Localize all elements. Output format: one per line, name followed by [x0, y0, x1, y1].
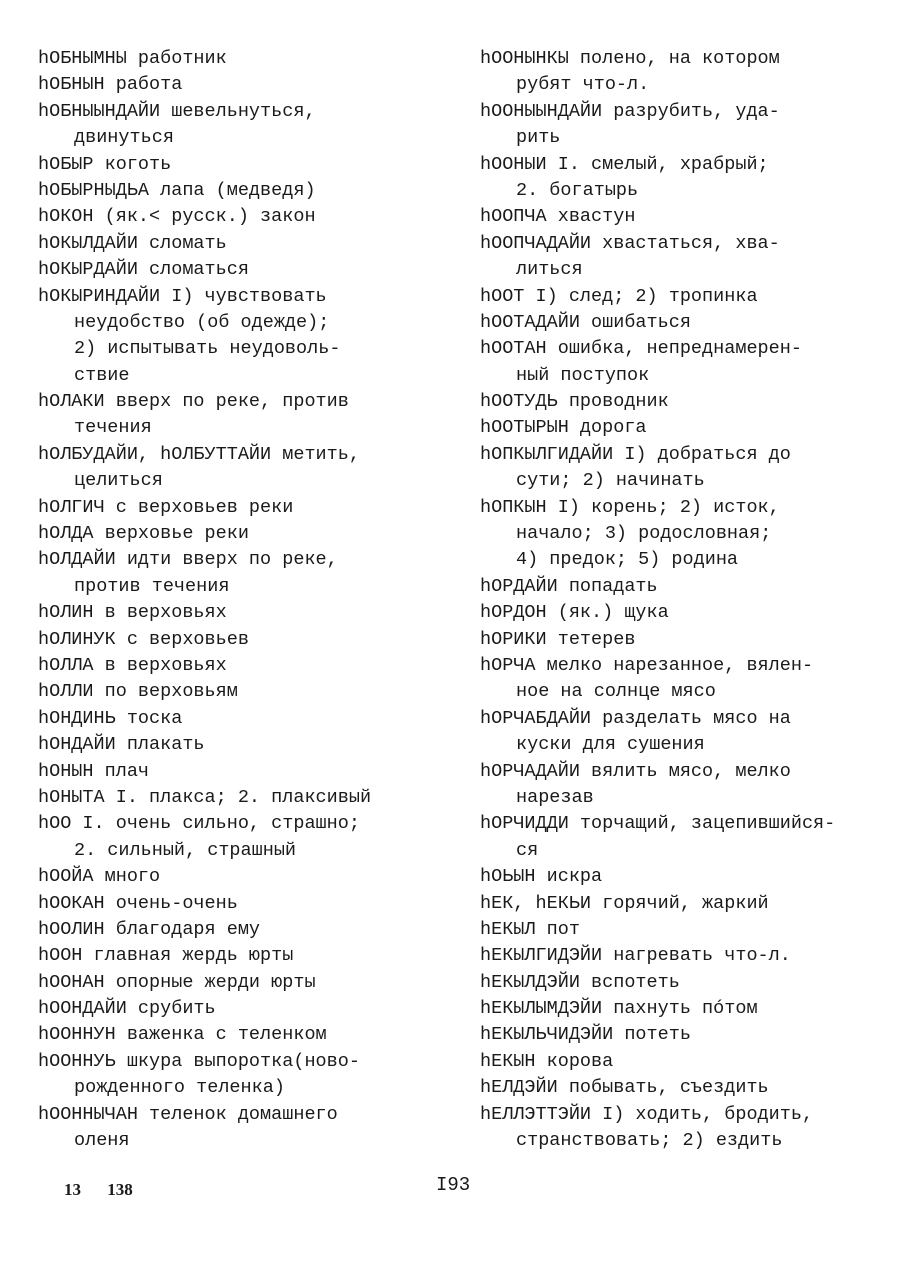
entry-continuation-line: сути; 2) начинать — [516, 470, 705, 492]
dictionary-entry-line: hОКЫРДАЙИ сломаться — [38, 259, 249, 281]
dictionary-entry-line: hООТЫРЫН дорога — [480, 417, 647, 439]
dictionary-entry-line: hООПЧА хвастун — [480, 206, 636, 228]
entry-continuation-line: оленя — [74, 1130, 130, 1152]
entry-continuation-line: неудобство (об одежде); — [74, 311, 330, 333]
dictionary-entry-line: hОКОН (як.< русск.) закон — [38, 206, 316, 228]
entry-continuation-line: 4) предок; 5) родина — [516, 549, 739, 571]
entry-continuation-line: 2) испытывать неудоволь- — [74, 338, 341, 360]
dictionary-entry-line: hООН главная жердь юрты — [38, 945, 294, 967]
entry-continuation-line: рубят что-л. — [516, 74, 650, 96]
page-number: I93 — [436, 1174, 471, 1196]
dictionary-entry-line: hОЛДА верховье реки — [38, 523, 249, 545]
dictionary-entry-line: hОРДОН (як.) щука — [480, 602, 669, 624]
dictionary-entry-line: hОРЧИДДИ торчащий, зацепившийся- — [480, 813, 836, 835]
dictionary-entry-line: hООНАН опорные жерди юрты — [38, 971, 316, 993]
dictionary-entry-line: hЕКЫЛЫМДЭЙИ пахнуть пóтом — [480, 998, 758, 1020]
entry-continuation-line: 2. сильный, страшный — [74, 839, 297, 861]
dictionary-entry-line: hООЛИН благодаря ему — [38, 918, 261, 940]
dictionary-entry-line: hОКЫЛДАЙИ сломать — [38, 232, 227, 254]
dictionary-entry-line: hОНДАЙИ плакать — [38, 734, 205, 756]
entry-continuation-line: против течения — [74, 575, 230, 597]
left-column — [38, 46, 458, 1154]
dictionary-entry-line: hООТ I) след; 2) тропинка — [480, 285, 758, 307]
dictionary-entry-line: hЕКЫЛГИДЭЙИ нагревать что-л. — [480, 945, 791, 967]
dictionary-entry-line: hОРЧА мелко нарезанное, вялен- — [480, 654, 814, 676]
dictionary-entry-line: hОЛБУДАЙИ, hОЛБУТТАЙИ метить, — [38, 443, 360, 465]
dictionary-entry-line: hОКЫРИНДАЙИ I) чувствовать — [38, 285, 327, 307]
entry-continuation-line: ся — [516, 839, 539, 861]
dictionary-entry-line: hООПЧАДАЙИ хвастаться, хва- — [480, 232, 780, 254]
dictionary-entry-line: hООНЫНКЫ полено, на котором — [480, 48, 780, 69]
dictionary-entry-line: hЕЛДЭЙИ побывать, съездить — [480, 1077, 769, 1099]
dictionary-entry-line: hООТАН ошибка, непреднамерен- — [480, 338, 802, 360]
entry-continuation-line: целиться — [74, 470, 163, 492]
dictionary-entry-line: hОЛЛИ по верховьям — [38, 681, 238, 703]
dictionary-entry-line: hОБНЫН работа — [38, 74, 183, 96]
dictionary-entry-line: hОЛИН в верховьях — [38, 602, 227, 624]
dictionary-entry-line: hООННЫЧАН теленок домашнего — [38, 1103, 338, 1125]
dictionary-entry-line: hОНДИНЬ тоска — [38, 707, 183, 729]
dictionary-entry-line: hОПКЫН I) корень; 2) исток, — [480, 496, 780, 518]
dictionary-entry-line: hОБНЫЫНДАЙИ шевельнуться, — [38, 100, 316, 122]
dictionary-entry-line: hОЛДАЙИ идти вверх по реке, — [38, 549, 338, 571]
entry-continuation-line: начало; 3) родословная; — [516, 523, 772, 545]
dictionary-entry-line: hОРИКИ тетерев — [480, 628, 636, 650]
entry-continuation-line: ное на солнце мясо — [516, 681, 716, 703]
dictionary-entry-line: hЕЛЛЭТТЭЙИ I) ходить, бродить, — [480, 1103, 814, 1125]
dictionary-entry-line: hОПКЫЛГИДАЙИ I) добраться до — [480, 443, 791, 465]
dictionary-entry-line: hОРЧАБДАЙИ разделать мясо на — [480, 707, 791, 729]
dictionary-entry-line: hЕКЫН корова — [480, 1050, 614, 1072]
dictionary-entry-line: hЕКЫЛДЭЙИ вспотеть — [480, 971, 680, 993]
dictionary-entry-line: hОНЫН плач — [38, 760, 150, 782]
entry-continuation-line: 2. богатырь — [516, 179, 639, 201]
sheet-number: 13 — [64, 1180, 81, 1199]
entry-continuation-line: ный поступок — [516, 364, 650, 386]
dictionary-entry-line: hООНДАЙИ срубить — [38, 998, 216, 1020]
entry-continuation-line: странствовать; 2) ездить — [516, 1130, 783, 1152]
dictionary-entry-line: hЕК, hЕКЬИ горячий, жаркий — [480, 892, 769, 914]
dictionary-entry-line: hОЛЛА в верховьях — [38, 654, 227, 676]
dictionary-entry-line: hОБЫРНЫДЬА лапа (медведя) — [38, 179, 316, 201]
dictionary-entry-line: hОБЫР коготь — [38, 153, 172, 175]
footer-codes — [64, 1180, 155, 1200]
entry-continuation-line: течения — [74, 417, 152, 439]
dictionary-entry-line: hООННУН важенка с теленком — [38, 1024, 327, 1046]
dictionary-entry-line: hОЬЫН искра — [480, 866, 603, 888]
dictionary-entry-line: hОЛИНУК с верховьев — [38, 628, 249, 650]
dictionary-entry-line: hООНЫЫНДАЙИ разрубить, уда- — [480, 100, 780, 122]
dictionary-entry-line: hООТАДАЙИ ошибаться — [480, 311, 691, 333]
entry-continuation-line: рить — [516, 127, 561, 149]
entry-continuation-line: куски для сушения — [516, 734, 705, 756]
dictionary-entry-line: hООКАН очень-очень — [38, 892, 238, 914]
dictionary-entry-line: hЕКЫЛ пот — [480, 918, 580, 940]
right-column — [480, 46, 890, 1154]
dictionary-entry-line: hОБНЫМНЫ работник — [38, 48, 227, 69]
dictionary-entry-line: hООНЫИ I. смелый, храбрый; — [480, 153, 769, 175]
dictionary-entry-line: hОЛГИЧ с верховьев реки — [38, 496, 294, 518]
dictionary-entry-line: hОО I. очень сильно, страшно; — [38, 813, 360, 835]
dictionary-entry-line: hОНЫТА I. плакса; 2. плаксивый — [38, 786, 372, 808]
entry-continuation-line: ствие — [74, 364, 130, 386]
dictionary-entry-line: hООННУЬ шкура выпоротка(ново- — [38, 1050, 360, 1072]
dictionary-entry-line: hОРДАЙИ попадать — [480, 575, 658, 597]
dictionary-entry-line: hОЛАКИ вверх по реке, против — [38, 391, 349, 413]
dictionary-entry-line: hООТУДЬ проводник — [480, 391, 669, 413]
entry-continuation-line: двинуться — [74, 127, 174, 149]
entry-continuation-line: нарезав — [516, 786, 594, 808]
dictionary-entry-line: hООЙА много — [38, 866, 161, 888]
entry-continuation-line: литься — [516, 259, 583, 281]
entry-continuation-line: рожденного теленка) — [74, 1077, 285, 1099]
print-number: 138 — [107, 1180, 133, 1199]
dictionary-entry-line: hЕКЫЛЬЧИДЭЙИ потеть — [480, 1024, 691, 1046]
dictionary-entry-line: hОРЧАДАЙИ вялить мясо, мелко — [480, 760, 791, 782]
